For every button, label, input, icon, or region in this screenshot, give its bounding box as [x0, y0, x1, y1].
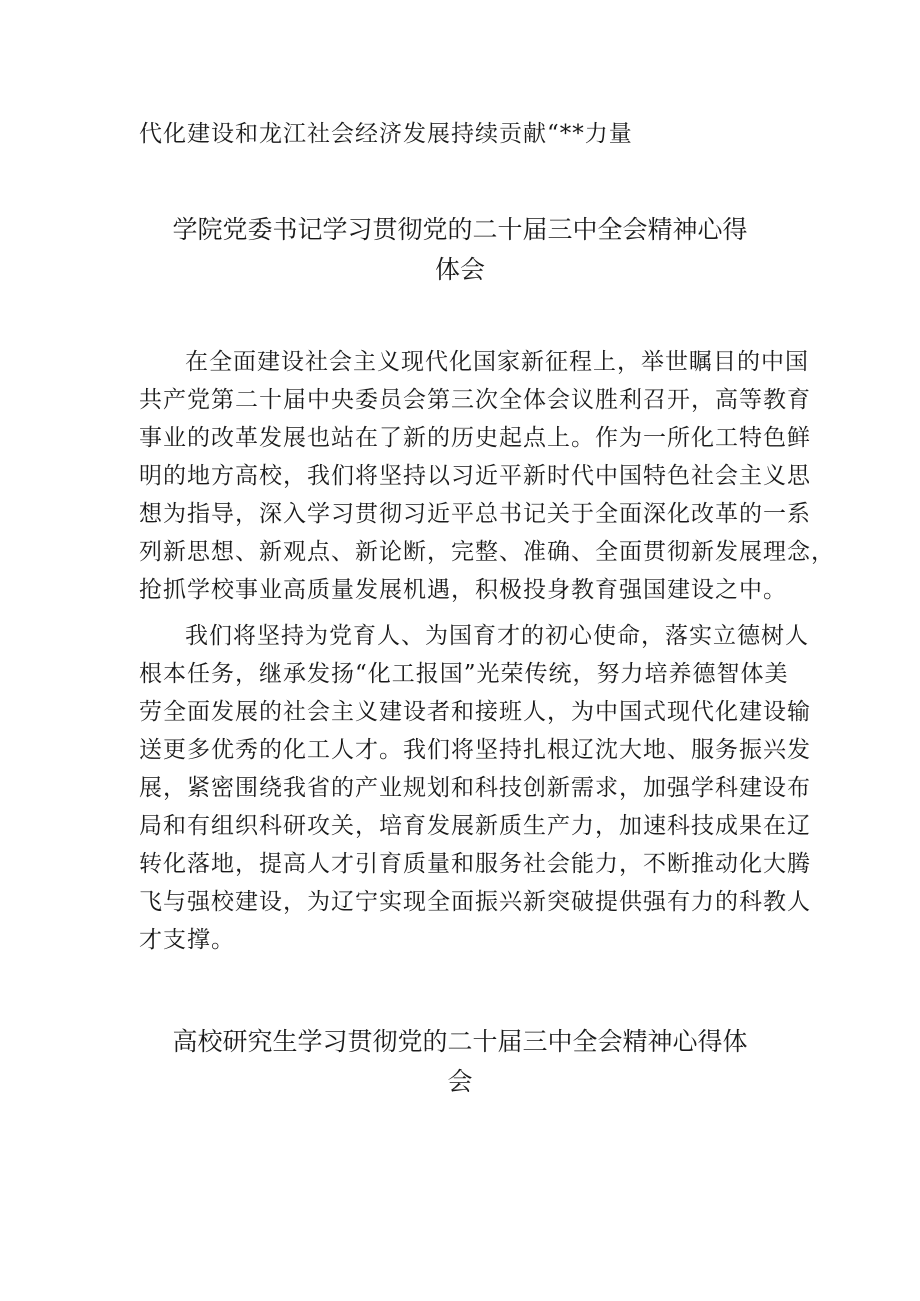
paragraph-line: 在全面建设社会主义现代化国家新征程上，举世瞩目的中国	[185, 349, 809, 375]
section2-title-line2: 会	[447, 1067, 473, 1096]
paragraph-line: 我们将坚持为党育人、为国育才的初心使命，落实立德树人	[185, 623, 809, 649]
section2-title-line1: 高校研究生学习贯彻党的二十届三中全会精神心得体	[172, 1027, 748, 1056]
paragraph-line: 劳全面发展的社会主义建设者和接班人，为中国式现代化建设输	[139, 699, 811, 725]
section1-title-line1: 学院党委书记学习贯彻党的二十届三中全会精神心得	[172, 215, 748, 244]
continuation-line: 代化建设和龙江社会经济发展持续贡献“**力量	[139, 121, 633, 147]
paragraph-line: 抢抓学校事业高质量发展机遇，积极投身教育强国建设之中。	[139, 577, 787, 603]
paragraph-line: 送更多优秀的化工人才。我们将坚持扎根辽沈大地、服务振兴发	[139, 737, 811, 763]
paragraph-line: 展，紧密围绕我省的产业规划和科技创新需求，加强学科建设布	[139, 775, 811, 801]
paragraph-line: 列新思想、新观点、新论断，完整、准确、全面贯彻新发展理念，	[139, 539, 835, 565]
paragraph-line: 局和有组织科研攻关，培育发展新质生产力，加速科技成果在辽	[139, 813, 811, 839]
paragraph-line: 才支撑。	[139, 927, 235, 953]
paragraph-line: 转化落地，提高人才引育质量和服务社会能力，不断推动化大腾	[139, 851, 811, 877]
section1-title-line2: 体会	[434, 255, 485, 284]
paragraph-line: 飞与强校建设，为辽宁实现全面振兴新突破提供强有力的科教人	[139, 889, 811, 915]
paragraph-line: 事业的改革发展也站在了新的历史起点上。作为一所化工特色鲜	[139, 425, 811, 451]
paragraph-line: 明的地方高校，我们将坚持以习近平新时代中国特色社会主义思	[139, 463, 811, 489]
paragraph-line: 根本任务，继承发扬“化工报国”光荣传统，努力培养德智体美	[139, 661, 789, 687]
paragraph-line: 想为指导，深入学习贯彻习近平总书记关于全面深化改革的一系	[139, 501, 811, 527]
paragraph-line: 共产党第二十届中央委员会第三次全体会议胜利召开，高等教育	[139, 387, 811, 413]
